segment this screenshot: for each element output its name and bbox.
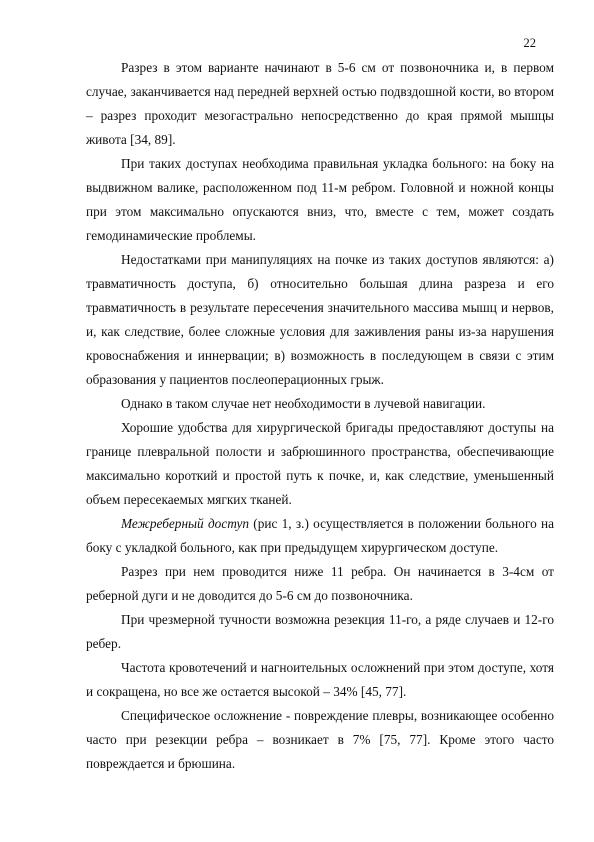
paragraph-1: Разрез в этом варианте начинают в 5-6 см от позвоночника и, в первом случае, заканчивается над передней верхней остью подвздошной кости, во втором – разрез проходит мезогастрально непосредственно до края прямой мышцы живота [34, 89]. <box>86 60 554 147</box>
paragraph-2: При таких доступах необходима правильная укладка больного: на боку на выдвижном валике, расположенном под 11-м ребром. Головной и ножной концы при этом максимально опускаются вниз, что, вместе с тем, может создать гемодинамические проблемы. <box>86 156 554 243</box>
paragraph-10: Специфическое осложнение - повреждение плевры, возникающее особенно часто при резекции ребра – возникает в 7% [75, 77]. Кроме этого часто повреждается и брюшина. <box>86 708 554 771</box>
paragraph-7: Разрез при нем проводится ниже 11 ребра. Он начинается в 3-4см от реберной дуги и не доводится до 5-6 см до позвоночника. <box>86 564 554 603</box>
paragraph-5: Хорошие удобства для хирургической бригады предоставляют доступы на границе плевральной полости и забрюшинного пространства, обеспечивающие максимально короткий и простой путь к почке, и, как следствие, уменьшенный объем пересекаемых мягких тканей. <box>86 420 554 507</box>
paragraph-3: Недостатками при манипуляциях на почке из таких доступов являются: а) травматичность доступа, б) относительно большая длина разреза и его травматичность в результате пересечения значительного массива мышц и нервов, и, как следствие, более сложные условия для заживления раны из-за нарушения кровоснабжения и иннервации; в) возможность в последующем в связи с этим образования у пациентов послеоперационных грыж. <box>86 252 554 387</box>
document-body <box>86 56 554 776</box>
paragraph-8: При чрезмерной тучности возможна резекция 11-го, а ряде случаев и 12-го ребер. <box>86 612 554 651</box>
paragraph-6-text: (рис 1, з.) осуществляется в положении больного на боку с укладкой больного, как при предыдущем хирургическом доступе. <box>86 516 554 555</box>
paragraph-6 <box>86 512 554 560</box>
paragraph-9: Частота кровотечений и нагноительных осложнений при этом доступе, хотя и сокращена, но все же остается высокой – 34% [45, 77]. <box>86 660 554 699</box>
italic-term: Межреберный доступ <box>121 516 250 531</box>
page-number: 22 <box>523 36 536 50</box>
paragraph-4: Однако в таком случае нет необходимости в лучевой навигации. <box>121 396 486 411</box>
